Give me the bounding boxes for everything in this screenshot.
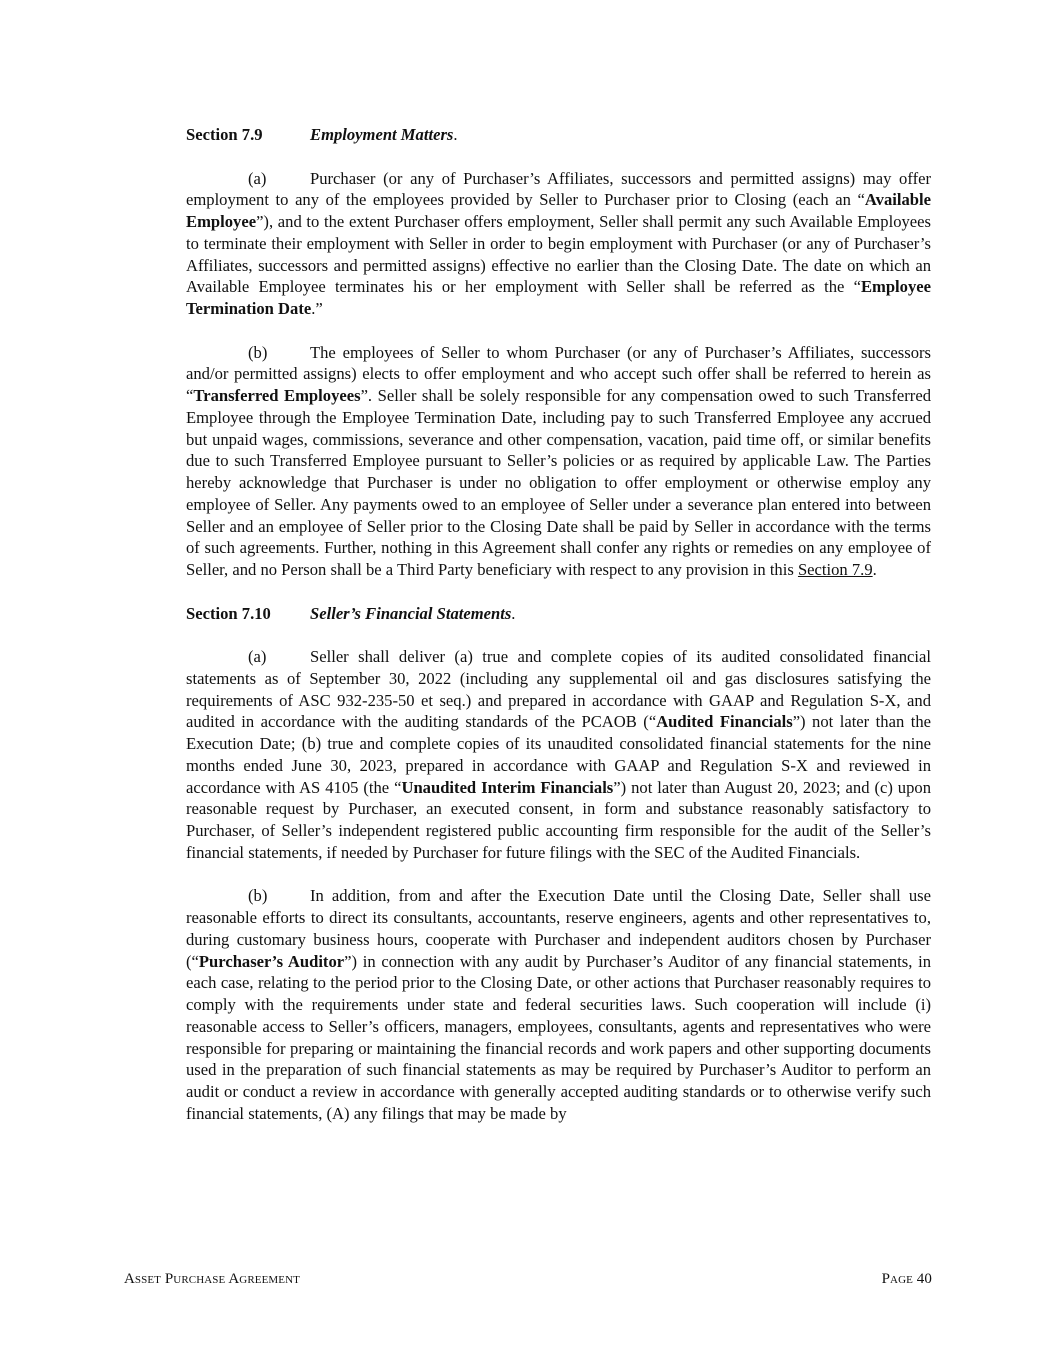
page-number: Page 40 — [881, 1271, 932, 1287]
defined-term: Unaudited Interim Financials — [401, 777, 614, 797]
paragraph-label: (b) — [248, 342, 268, 362]
section-7-9-paragraph-b: (b) The employees of Seller to whom Purchaser (or any of Purchaser’s Affiliates, successors and/or permitted assigns) elects to offer employment and who accept such offer shall be referred to herein as “Transferred Employees”. Seller shall be solely responsible for any compensation owed to such Transferred Employee through the Employee Termination Date, including pay to such Transferred Employee any accrued but unpaid wages, commissions, severance and other compensation, vacation, paid time off, or similar benefits due to such Transferred Employee pursuant to Seller’s policies or as required by applicable Law. The Parties hereby acknowledge that Purchaser is under no obligation to offer employment or otherwise employ any employee of Seller. Any payments owed to an employee of Seller under a severance plan entered into between Seller and an employee of Seller prior to the Closing Date shall be paid by Seller in accordance with the terms of such agreements. Further, nothing in this Agreement shall confer any rights or remedies on any employee of Seller, and no Person shall be a Third Party beneficiary with respect to any provision in this Section 7.9. — [186, 342, 931, 579]
section-number: Section 7.9 — [186, 125, 263, 144]
section-7-9-paragraph-a: (a) Purchaser (or any of Purchaser’s Affiliates, successors and permitted assigns) may offer employment to any of the employees provided by Seller to Purchaser prior to Closing (each an “Available Employee”), and to the extent Purchaser offers employment, Seller shall permit any such Available Employees to terminate their employment with Seller in order to begin employment with Purchaser (or any of Purchaser’s Affiliates, successors and permitted assigns) effective no earlier than the Closing Date. The date on which an Available Employee terminates his or her employment with Seller shall be referred as the “Employee Termination Date.” — [186, 168, 931, 318]
section-title: Seller’s Financial Statements — [310, 603, 512, 623]
defined-term: Audited Financials — [656, 712, 793, 732]
paragraph-label: (a) — [248, 647, 267, 666]
section-title: Employment Matters — [310, 125, 454, 144]
defined-term: Transferred Employees — [193, 386, 361, 405]
section-number: Section 7.10 — [186, 603, 271, 623]
defined-term: Purchaser’s Auditor — [198, 951, 345, 971]
section-cross-reference-link[interactable]: Section 7.9 — [797, 560, 873, 579]
section-7-9-heading: Section 7.9 Employment Matters. — [186, 125, 458, 144]
document-body — [186, 124, 931, 1125]
section-7-10-paragraph-b: (b) In addition, from and after the Execution Date until the Closing Date, Seller shall use reasonable efforts to direct its consultants, accountants, reserve engineers, agents and other representatives to, during customary business hours, cooperate with Purchaser and independent auditors chosen by Purchaser (“Purchaser’s Auditor”) in connection with any audit by Purchaser’s Auditor of any financial statements, in each case, relating to the period prior to the Closing Date, or other actions that Purchaser reasonably requires to comply with the requirements under state and federal securities laws. Such cooperation will include (i) reasonable access to Seller’s officers, managers, employees, consultants, agents and representatives who were responsible for preparing or maintaining the financial records and work papers and other supporting documents used in the preparation of such financial statements as may be required by Purchaser’s Auditor to perform an audit or conduct a review in accordance with generally accepted auditing standards or to otherwise verify such financial statements, (A) any filings that may be made by — [186, 886, 931, 1123]
defined-term: Available Employee — [186, 190, 931, 231]
defined-term: Employee Termination Date — [186, 277, 931, 318]
page-footer — [124, 1271, 932, 1288]
document-title-footer: Asset Purchase Agreement — [124, 1271, 300, 1287]
paragraph-label: (b) — [248, 886, 268, 906]
section-7-10-heading: Section 7.10 Seller’s Financial Statements. — [186, 603, 516, 623]
section-7-10-paragraph-a: (a) Seller shall deliver (a) true and complete copies of its audited consolidated financial statements as of September 30, 2022 (including any supplemental oil and gas disclosures satisfying the requirements of ASC 932-235-50 et seq.) and prepared in accordance with GAAP and Regulation S-X, and audited in accordance with the auditing standards of the PCAOB (“Audited Financials”) not later than the Execution Date; (b) true and complete copies of its unaudited consolidated financial statements for the nine months ended June 30, 2023, prepared in accordance with GAAP and Regulation S-X and reviewed in accordance with AS 4105 (the “Unaudited Interim Financials”) not later than August 20, 2023; and (c) upon reasonable request by Purchaser, an executed consent, in form and substance reasonably satisfactory to Purchaser, of Seller’s independent registered public accounting firm responsible for the audit of the Seller’s financial statements, if needed by Purchaser for future filings with the SEC of the Audited Financials. — [186, 647, 931, 862]
paragraph-label: (a) — [248, 168, 267, 188]
